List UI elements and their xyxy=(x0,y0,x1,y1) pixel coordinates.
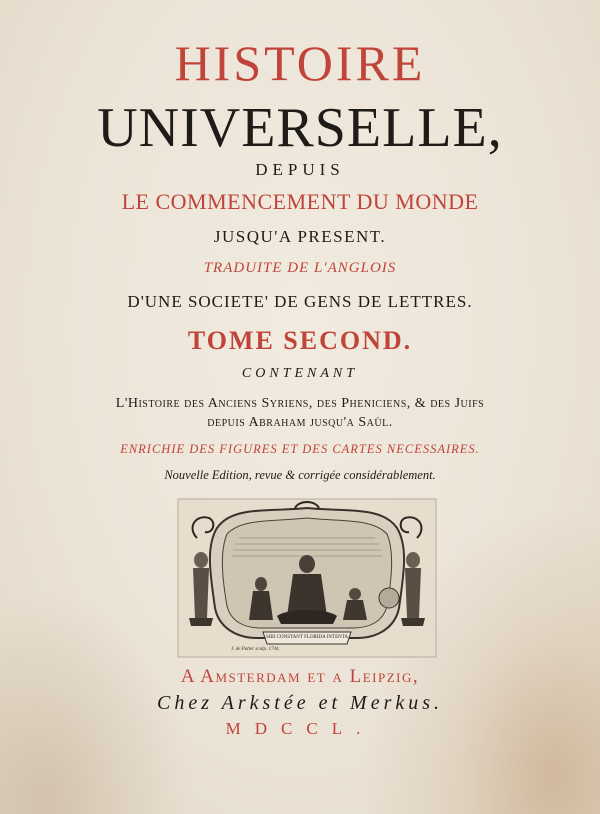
imprint-year: MDCCL. xyxy=(225,719,375,738)
tome-line: TOME SECOND. xyxy=(187,326,413,355)
nouvelle-edition-line: Nouvelle Edition, revue & corrigée considérablement. xyxy=(164,468,436,482)
engraving-illustration xyxy=(177,498,437,658)
contenant-line: CONTENANT xyxy=(241,366,359,381)
enrichie-line: ENRICHIE DES FIGURES ET DES CARTES NECESSAIRES. xyxy=(120,442,480,456)
commencement-line: LE COMMENCEMENT DU MONDE xyxy=(121,189,479,214)
societe-line: D'UNE SOCIETE' DE GENS DE LETTRES. xyxy=(127,292,473,311)
imprint-publisher: Chez Arkstée et Merkus. xyxy=(156,692,444,714)
imprint-place: A Amsterdam et a Leipzig, xyxy=(180,666,420,687)
title-line-1: HISTOIRE xyxy=(174,35,426,91)
printers-device-engraving xyxy=(177,498,437,658)
traduite-line: TRADUITE DE L'ANGLOIS xyxy=(203,260,397,276)
engraver-signature: J. de Putter sculp. 1744. xyxy=(231,647,280,652)
depuis-line: DEPUIS xyxy=(255,160,345,179)
jusqua-line: JUSQU'A PRESENT. xyxy=(213,227,387,246)
histoire-line-1: L'Histoire des Anciens Syriens, des Pheniciens, & des Juifs xyxy=(115,396,485,411)
engraving-banner-text: SIBI CONSTANT FLORIDA INTENTA xyxy=(265,635,349,640)
title-line-2: UNIVERSELLE, xyxy=(97,97,503,159)
histoire-line-2: depuis Abraham jusqu'a Saül. xyxy=(207,415,393,430)
